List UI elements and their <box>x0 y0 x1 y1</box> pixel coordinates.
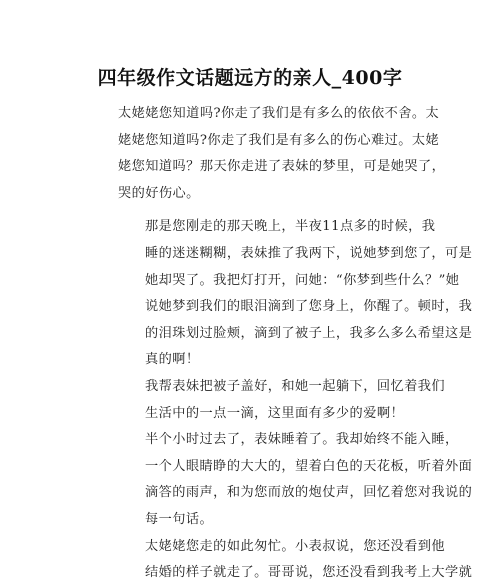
text-line: 姥您知道吗？那天你走进了表妹的梦里，可是她哭了， <box>118 159 446 175</box>
text-line: 一个人眼睛睁的大大的，望着白色的天花板，听着外面 <box>145 458 473 474</box>
text-line: 生活中的一点一滴，这里面有多少的爱啊！ <box>145 405 405 421</box>
text-line: 太姥姥您走的如此匆忙。小表叔说，您还没看到他 <box>145 538 446 554</box>
document-body <box>118 101 473 587</box>
paragraph-3 <box>118 374 446 427</box>
text-line: 哭的好伤心。 <box>118 185 200 201</box>
text-line: 说她梦到我们的眼泪滴到了您身上，你醒了。顿时，我 <box>145 299 473 315</box>
text-line: 每一句话。 <box>145 511 214 527</box>
text-line: 她却哭了。我把灯打开，问她：“你梦到些什么？”她 <box>145 272 460 288</box>
text-line: 半个小时过去了，表妹睡着了。我却始终不能入睡， <box>145 432 459 448</box>
text-line: 的泪珠划过脸颊，滴到了被子上，我多么多么希望这是 <box>145 325 473 341</box>
text-line: 睡的迷迷糊糊，表妹推了我两下，说她梦到您了，可是 <box>145 245 473 261</box>
text-line: 姥姥您知道吗?你走了我们是有多么的伤心难过。太姥 <box>118 132 440 148</box>
text-line: 滴答的雨声，和为您而放的炮仗声，回忆着您对我说的 <box>145 485 473 501</box>
document-title: 四年级作文话题远方的亲人_400字 <box>97 67 403 89</box>
text-line: 结婚的样子就走了。哥哥说，您还没看到我考上大学就 <box>145 565 473 581</box>
text-line: 我帮表妹把被子盖好，和她一起躺下，回忆着我们 <box>145 378 446 394</box>
paragraph-2 <box>118 214 473 374</box>
text-line: 真的啊！ <box>145 352 200 368</box>
text-line: 那是您刚走的那天晚上，半夜11点多的时候，我 <box>145 219 436 235</box>
paragraph-4 <box>118 427 473 533</box>
text-line: 太姥姥您知道吗?你走了我们是有多么的依依不舍。太 <box>118 106 440 121</box>
paragraph-1 <box>118 101 446 207</box>
paragraph-5 <box>118 534 473 587</box>
